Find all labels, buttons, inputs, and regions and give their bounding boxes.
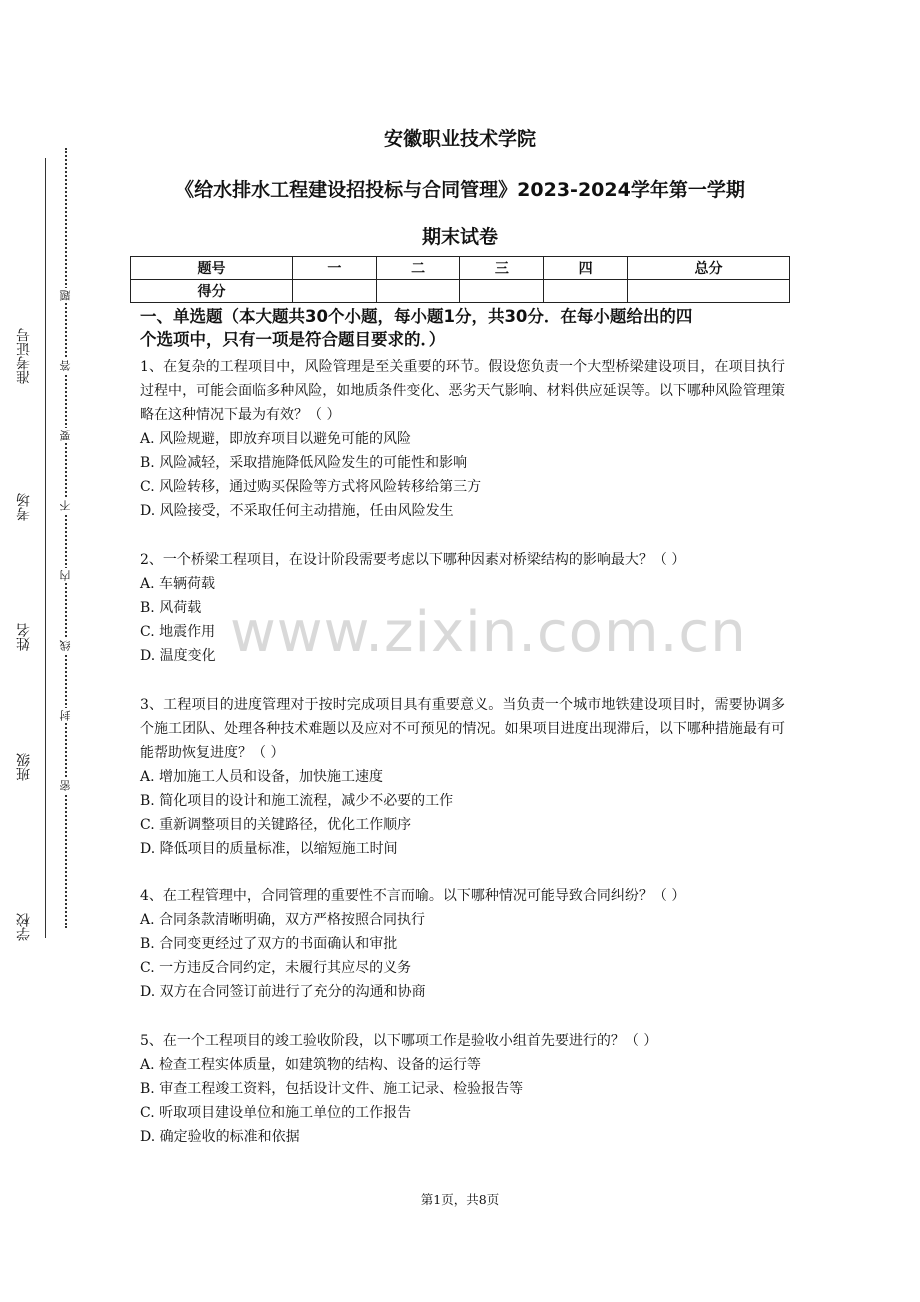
score-header-cell: 二 [376,257,460,280]
option-a: A. 风险规避，即放弃项目以避免可能的风险 [140,431,412,447]
score-table-header-row [131,257,790,280]
exam-title: 期末试卷 [421,226,498,248]
score-cell [544,280,628,303]
seal-word: 线 [59,640,72,651]
seal-word: 不 [59,500,72,511]
score-header-cell: 四 [544,257,628,280]
binding-field-exam-number: 准考证号 [16,328,32,384]
seal-word: 内 [59,570,72,581]
option-d: D. 确定验收的标准和依据 [140,1129,300,1145]
option-d: D. 温度变化 [140,648,216,664]
question-1 [140,355,785,523]
question-4 [140,884,785,1004]
course-title: 《给水排水工程建设招投标与合同管理》2023-2024学年第一学期 [175,179,745,201]
option-d: D. 双方在合同签订前进行了充分的沟通和协商 [140,984,426,1000]
question-stem: 2、一个桥梁工程项目，在设计阶段需要考虑以下哪种因素对桥梁结构的影响最大？（ ） [140,552,686,568]
option-c: C. 重新调整项目的关键路径，优化工作顺序 [140,817,412,833]
option-c: C. 地震作用 [140,624,216,640]
seal-word: 封 [59,710,72,721]
score-header-cell: 三 [460,257,544,280]
score-cell [628,280,790,303]
binding-field-class: 班级 [16,753,32,781]
option-b: B. 合同变更经过了双方的书面确认和审批 [140,936,398,952]
section-heading-line: 一、单选题（本大题共30个小题，每小题1分，共30分．在每小题给出的四 [140,307,693,326]
option-c: C. 风险转移，通过购买保险等方式将风险转移给第三方 [140,479,482,495]
option-b: B. 风险减轻，采取措施降低风险发生的可能性和影响 [140,455,468,471]
binding-field-exam-room: 考场 [16,493,32,521]
option-b: B. 审查工程竣工资料，包括设计文件、施工记录、检验报告等 [140,1081,524,1097]
seal-word: 要 [59,430,72,441]
option-a: A. 合同条款清晰明确，双方严格按照合同执行 [140,912,426,928]
option-c: C. 一方违反合同约定，未履行其应尽的义务 [140,960,412,976]
page-footer: 第1页，共8页 [420,1192,500,1207]
binding-margin [8,148,72,948]
binding-field-name: 姓名 [16,623,32,651]
score-table-score-row [131,280,790,303]
seal-word: 题 [59,290,72,301]
option-b: B. 风荷载 [140,600,202,616]
binding-field-school: 学校 [16,913,32,941]
seal-word: 密 [59,780,72,791]
watermark: www.zixin.com.cn [230,600,747,665]
score-header-cell: 一 [292,257,376,280]
score-header-cell: 题号 [131,257,293,280]
question-stem: 4、在工程管理中，合同管理的重要性不言而喻。以下哪种情况可能导致合同纠纷？（ ） [140,888,686,904]
binding-solid-line [45,158,46,938]
section-heading [140,305,790,351]
score-row-label: 得分 [131,280,293,303]
option-a: A. 车辆荷载 [140,576,216,592]
question-5 [140,1029,785,1149]
score-header-cell: 总分 [628,257,790,280]
option-d: D. 降低项目的质量标准，以缩短施工时间 [140,841,398,857]
score-cell [292,280,376,303]
seal-word: 答 [59,360,72,371]
binding-dotted-line [65,148,67,928]
question-stem: 1、在复杂的工程项目中，风险管理是至关重要的环节。假设您负责一个大型桥梁建设项目，在项目执行过程中，可能会面临多种风险，如地质条件变化、恶劣天气影响、材料供应延误等。以下哪种风险管理策略在这种情况下最为有效？（ ） [140,359,785,423]
score-cell [460,280,544,303]
score-cell [376,280,460,303]
section-heading-line: 个选项中，只有一项是符合题目要求的．） [140,330,446,349]
school-title: 安徽职业技术学院 [383,128,536,150]
question-3 [140,693,785,861]
score-table [130,256,790,303]
option-b: B. 简化项目的设计和施工流程，减少不必要的工作 [140,793,454,809]
option-d: D. 风险接受，不采取任何主动措施，任由风险发生 [140,503,454,519]
option-c: C. 听取项目建设单位和施工单位的工作报告 [140,1105,412,1121]
question-2 [140,548,785,668]
option-a: A. 增加施工人员和设备，加快施工速度 [140,769,384,785]
option-a: A. 检查工程实体质量，如建筑物的结构、设备的运行等 [140,1057,482,1073]
question-stem: 3、工程项目的进度管理对于按时完成项目具有重要意义。当负责一个城市地铁建设项目时，需要协调多个施工团队、处理各种技术难题以及应对不可预见的情况。如果项目进度出现滞后，以下哪种措施最有可能帮助恢复进度？（ ） [140,697,785,761]
question-stem: 5、在一个工程项目的竣工验收阶段，以下哪项工作是验收小组首先要进行的？（ ） [140,1033,658,1049]
